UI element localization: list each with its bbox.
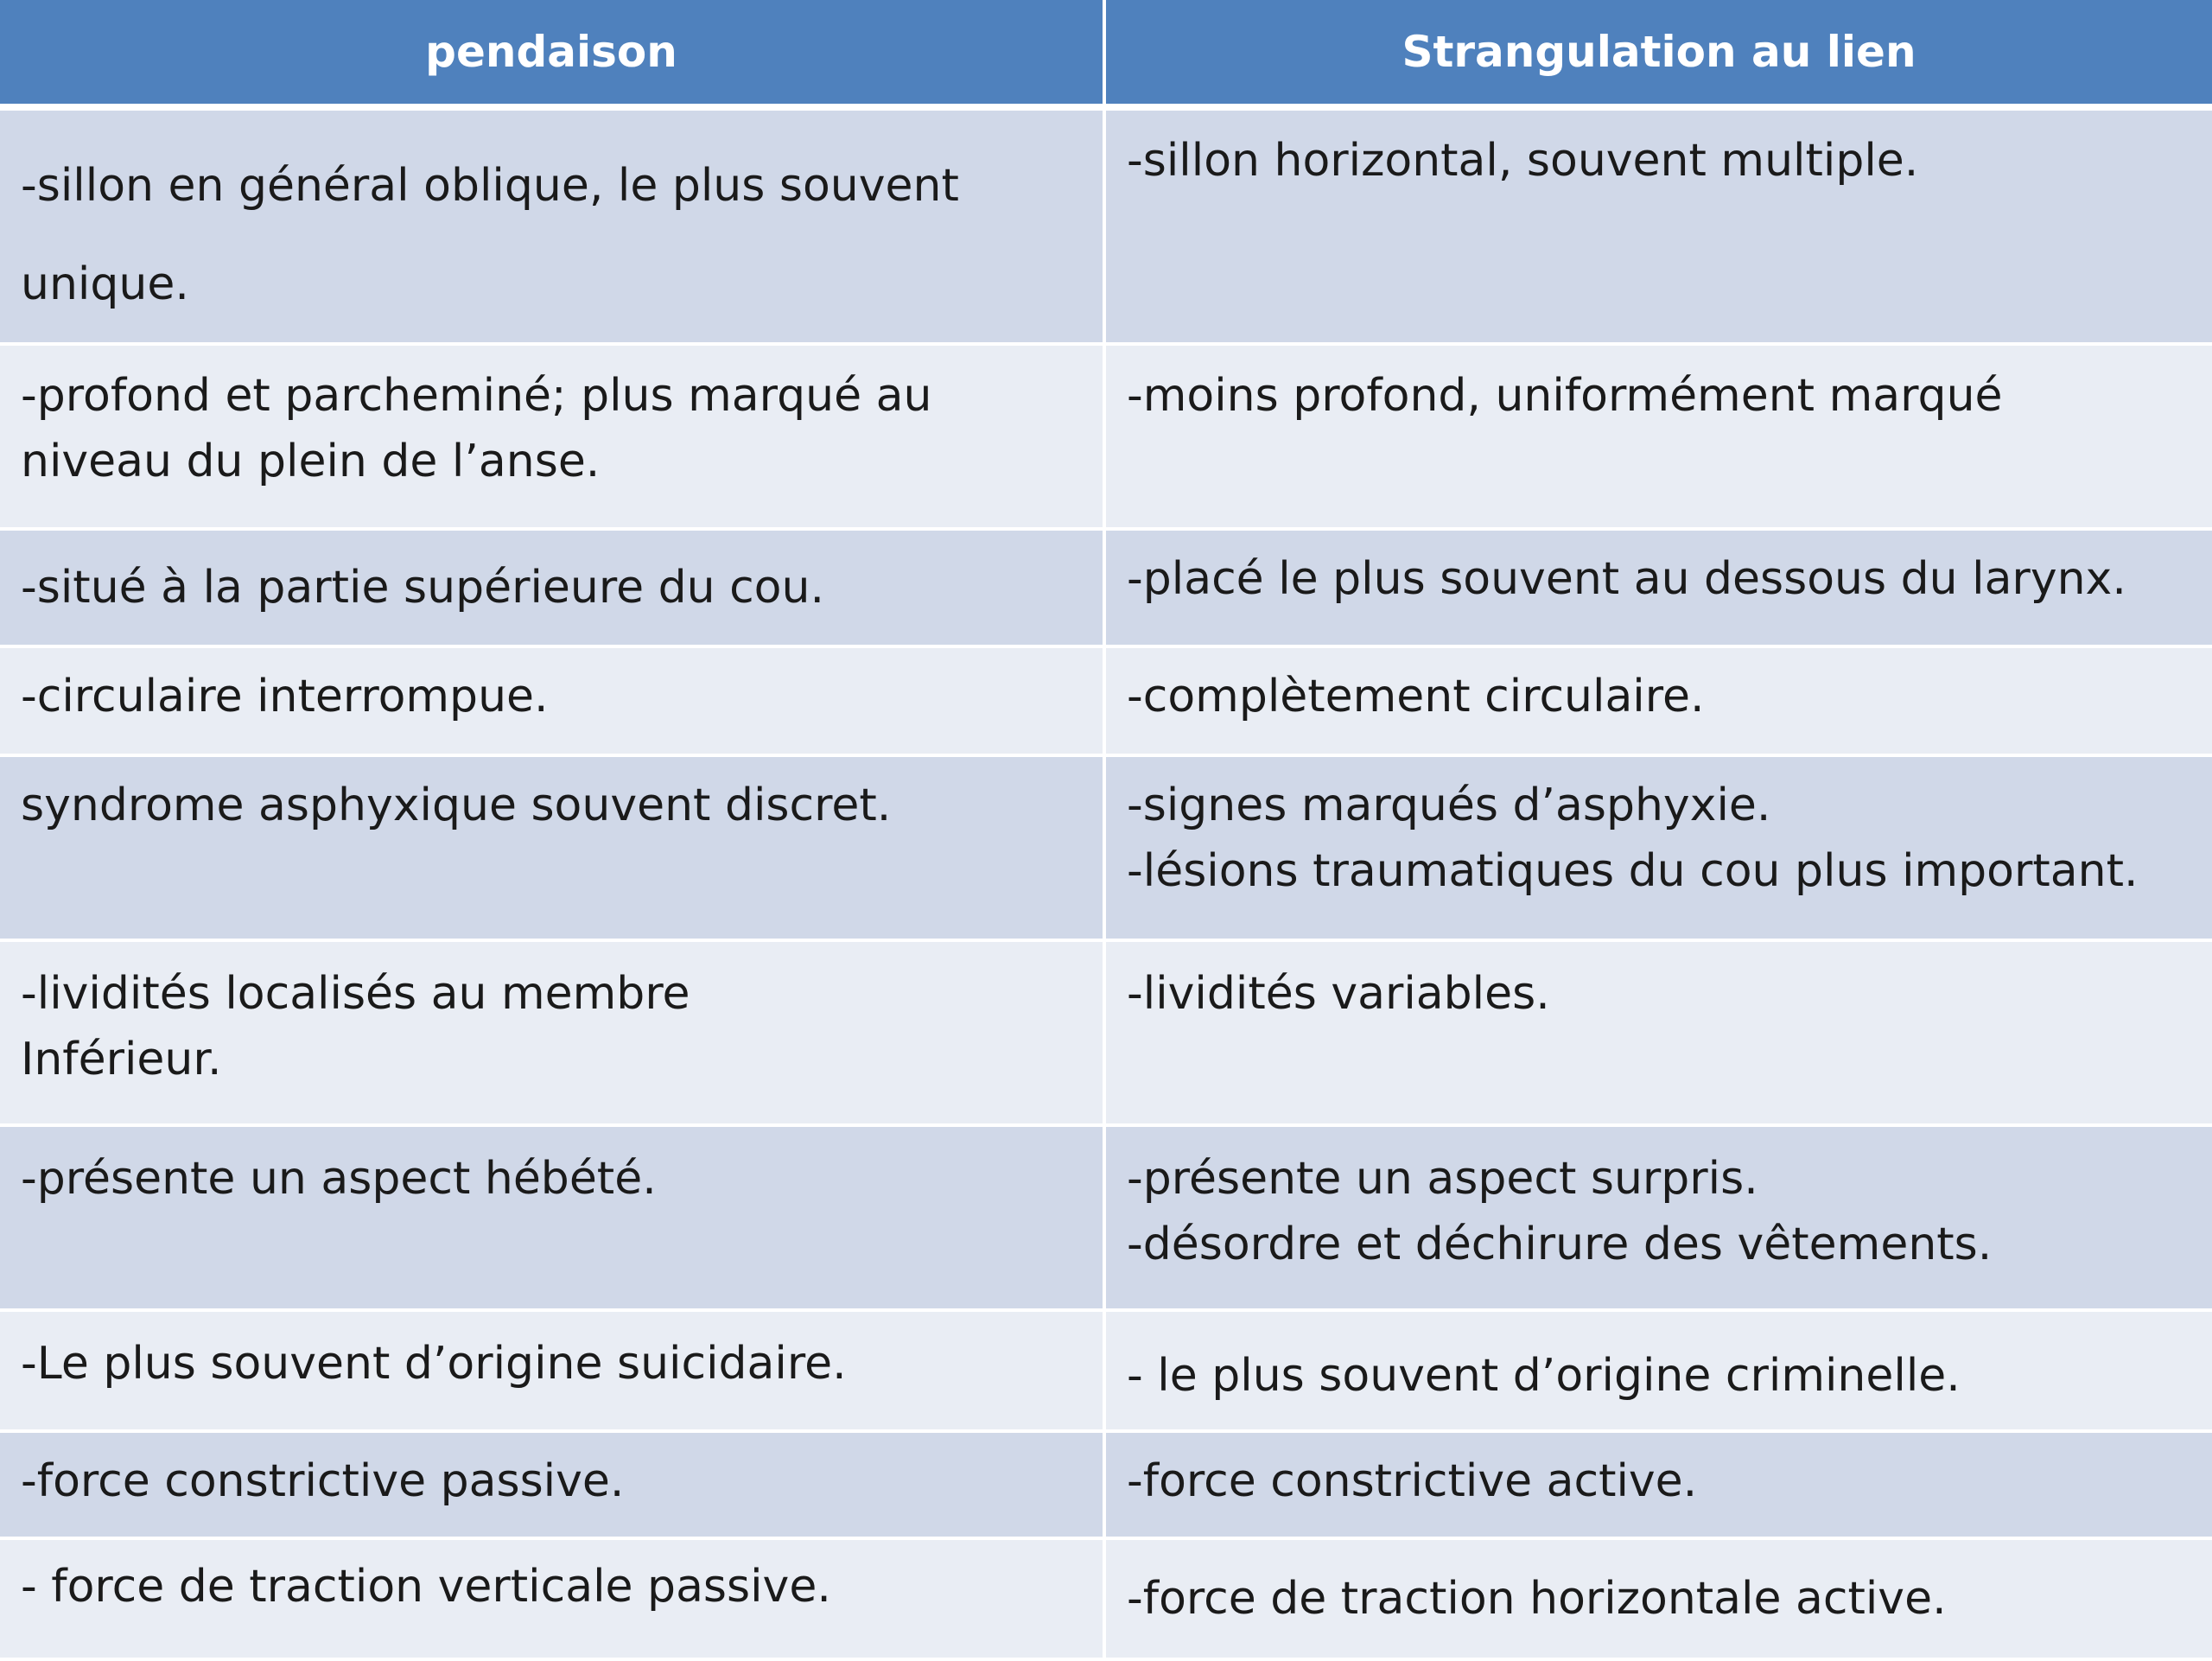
cell-pendaison: -lividités localisés au membre Inférieur. xyxy=(0,942,1106,1127)
table-row xyxy=(0,1540,2212,1661)
cell-pendaison: -force constrictive passive. xyxy=(0,1433,1106,1540)
header-row xyxy=(0,0,2212,111)
cell-strangulation: -moins profond, uniformément marqué xyxy=(1106,346,2212,531)
header-pendaison: pendaison xyxy=(0,0,1106,111)
table-row xyxy=(0,1312,2212,1433)
cell-strangulation: - le plus souvent d’origine criminelle. xyxy=(1106,1312,2212,1433)
cell-strangulation: -lividités variables. xyxy=(1106,942,2212,1127)
table-row xyxy=(0,346,2212,531)
cell-pendaison: - force de traction verticale passive. xyxy=(0,1540,1106,1661)
cell-strangulation: -présente un aspect surpris. -désordre et déchirure des vêtements. xyxy=(1106,1127,2212,1312)
table-row xyxy=(0,1433,2212,1540)
cell-strangulation: -sillon horizontal, souvent multiple. xyxy=(1106,111,2212,346)
table-row xyxy=(0,111,2212,346)
table-row xyxy=(0,648,2212,757)
header-strangulation: Strangulation au lien xyxy=(1106,0,2212,111)
cell-strangulation: -complètement circulaire. xyxy=(1106,648,2212,757)
table-row xyxy=(0,757,2212,942)
cell-pendaison: syndrome asphyxique souvent discret. xyxy=(0,757,1106,942)
table-row xyxy=(0,531,2212,648)
cell-pendaison: -circulaire interrompue. xyxy=(0,648,1106,757)
cell-strangulation: -force constrictive active. xyxy=(1106,1433,2212,1540)
cell-pendaison: -Le plus souvent d’origine suicidaire. xyxy=(0,1312,1106,1433)
cell-pendaison: -profond et parcheminé; plus marqué au niveau du plein de l’anse. xyxy=(0,346,1106,531)
table-row xyxy=(0,942,2212,1127)
table-row xyxy=(0,1127,2212,1312)
cell-pendaison: -sillon en général oblique, le plus souvent unique. xyxy=(0,111,1106,346)
cell-strangulation: -signes marqués d’asphyxie. -lésions traumatiques du cou plus important. xyxy=(1106,757,2212,942)
cell-pendaison: -présente un aspect hébété. xyxy=(0,1127,1106,1312)
cell-strangulation: -placé le plus souvent au dessous du larynx. xyxy=(1106,531,2212,648)
cell-pendaison: -situé à la partie supérieure du cou. xyxy=(0,531,1106,648)
cell-strangulation: -force de traction horizontale active. xyxy=(1106,1540,2212,1661)
